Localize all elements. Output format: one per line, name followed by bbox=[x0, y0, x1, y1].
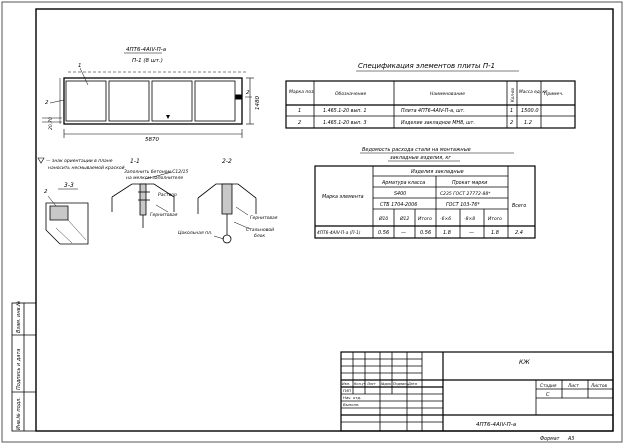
steel-col-subtotal-1: Итого bbox=[418, 217, 432, 222]
spec-row-1-mass: 1500.0 bbox=[521, 108, 539, 114]
pos-label-1: 1 bbox=[78, 63, 82, 69]
tb-format-label: Формат bbox=[540, 437, 560, 442]
steel-rebar-std: СТБ 1704-2006 bbox=[380, 203, 418, 208]
spec-table-title: Спецификация элементов плиты П-1 bbox=[358, 62, 496, 70]
spec-row-1-qty: 1 bbox=[510, 108, 514, 114]
section-3-label: 3-3 bbox=[64, 182, 74, 189]
spec-row-2-code: 1.465.1-20 вып. 3 bbox=[323, 121, 367, 126]
steel-table-title-2: закладные изделия, кг bbox=[390, 155, 452, 161]
spec-col-mass-header: Масса ед. кг bbox=[519, 90, 548, 95]
callout-rod-2: блок bbox=[254, 234, 266, 239]
callout-tape: Гернитовая bbox=[150, 213, 178, 218]
steel-col-6x6: -6×6 bbox=[440, 217, 452, 222]
dim-total-length: 5870 bbox=[145, 137, 159, 143]
pos-label-2-section: 2 bbox=[44, 189, 48, 195]
callout-seal: Заполнить бетоном С12/15 bbox=[124, 170, 189, 175]
tb-head-doc: №док bbox=[381, 382, 391, 386]
dim-left: 20,70 bbox=[49, 117, 54, 130]
orient-note-1: — знак ориентации в плане bbox=[46, 159, 113, 164]
dim-height: 1480 bbox=[255, 96, 261, 110]
steel-row-d10: 0.56 bbox=[378, 230, 390, 236]
tb-sheets-header: Листов bbox=[591, 384, 608, 389]
tb-doc-code: КЖ bbox=[519, 359, 530, 366]
steel-col-mark-1: Марка элемента bbox=[322, 195, 364, 200]
steel-row-8x8: — bbox=[469, 230, 474, 236]
steel-sub-rolled: Прокат марки bbox=[452, 181, 488, 186]
callout-base: Цокольная пл. bbox=[178, 231, 213, 236]
steel-rolled-mark: С235 ГОСТ 27772-88* bbox=[440, 192, 491, 197]
plan-title: 4ПТ6-4АIV-П-а bbox=[126, 47, 167, 53]
steel-col-subtotal-2: Итого bbox=[488, 217, 502, 222]
spec-row-2-qty: 2 bbox=[510, 120, 514, 126]
tb-role-done: Выполн. bbox=[343, 402, 360, 407]
steel-col-8x8: -8×8 bbox=[464, 217, 476, 222]
orient-note-2: наносить несмываемой краской bbox=[48, 166, 125, 171]
spec-row-1-code: 1.465.1-20 вып. 1 bbox=[323, 109, 367, 114]
steel-row-subtotal-2: 1.8 bbox=[491, 230, 499, 236]
steel-row-6x6: 1.8 bbox=[443, 230, 451, 236]
spec-col-code-header: Обозначение bbox=[335, 92, 367, 97]
tb-sheet-header: Лист bbox=[568, 384, 579, 389]
spec-col-qty-header: Кол-во bbox=[510, 87, 515, 102]
steel-row-total: 2.4 bbox=[515, 230, 523, 236]
stamp-label-inv: Инв.№ подл. bbox=[16, 397, 22, 430]
tb-head-kol: Кол.уч bbox=[354, 382, 366, 386]
stamp-label-replace: Взам. инв.№ bbox=[16, 300, 22, 333]
tb-role-gip: ГИП bbox=[343, 388, 351, 393]
spec-col-name-header: Наименование bbox=[430, 92, 465, 97]
spec-col-note-header: Примеч. bbox=[544, 92, 564, 97]
tb-drawing-name: 4ПТ6-4АIV-П-а bbox=[476, 422, 517, 428]
steel-col-total: Всего bbox=[512, 204, 527, 209]
callout-grout: Раствор bbox=[158, 193, 177, 198]
steel-table-title-1: Ведомость расхода стали на монтажные bbox=[362, 147, 471, 153]
section-2-label: 2-2 bbox=[222, 158, 232, 165]
tb-head-date: Дата bbox=[408, 382, 417, 386]
spec-col-mark-header: Марка поз. bbox=[289, 90, 315, 95]
sheet-outline bbox=[2, 2, 622, 442]
tb-stage-header: Стадия bbox=[540, 384, 557, 389]
spec-row-2-mark: 2 bbox=[298, 120, 302, 126]
steel-rebar-class: S400 bbox=[394, 192, 407, 197]
callout-seal-2: на мелком заполнителе bbox=[126, 176, 184, 181]
steel-row-mark: 4ПТ6-4АIV-П-а (П-1) bbox=[317, 231, 361, 236]
spec-row-1-mark: 1 bbox=[298, 108, 302, 114]
pos-label-2-left: 2 bbox=[45, 100, 49, 106]
callout-rod: Стальновой bbox=[246, 228, 275, 233]
steel-sub-rebar: Арматура класса bbox=[382, 181, 426, 186]
stamp-label-sign: Подпись и дата bbox=[16, 348, 22, 390]
tb-head-izm: Изм. bbox=[342, 382, 350, 386]
tb-stage: С bbox=[546, 392, 550, 398]
steel-col-d10: Ø10 bbox=[379, 217, 389, 222]
pos-label-2-right: 2 bbox=[246, 90, 250, 96]
spec-row-2-mass: 1.2 bbox=[524, 120, 532, 126]
callout-tape-2: Гернитовая bbox=[250, 216, 278, 221]
steel-row-d12: — bbox=[401, 230, 406, 236]
steel-rolled-std: ГОСТ 103-76* bbox=[446, 203, 480, 208]
steel-group-header: Изделия закладные bbox=[411, 169, 464, 175]
plan-subtitle: П-1 (8 шт.) bbox=[132, 58, 163, 64]
section-1-label: 1-1 bbox=[130, 158, 140, 165]
steel-col-d12: Ø12 bbox=[400, 217, 410, 222]
steel-row-subtotal-1: 0.56 bbox=[420, 230, 432, 236]
tb-head-sign: Подпись bbox=[393, 382, 409, 386]
tb-role-head: Нач. отд. bbox=[343, 395, 362, 400]
spec-row-2-name: Изделие закладное МН8, шт. bbox=[401, 121, 475, 126]
tb-head-list: Лист bbox=[367, 382, 376, 386]
spec-row-1-name: Плита 4ПТ6-4АIV-П-а, шт. bbox=[401, 109, 465, 114]
tb-format: А3 bbox=[568, 437, 575, 442]
